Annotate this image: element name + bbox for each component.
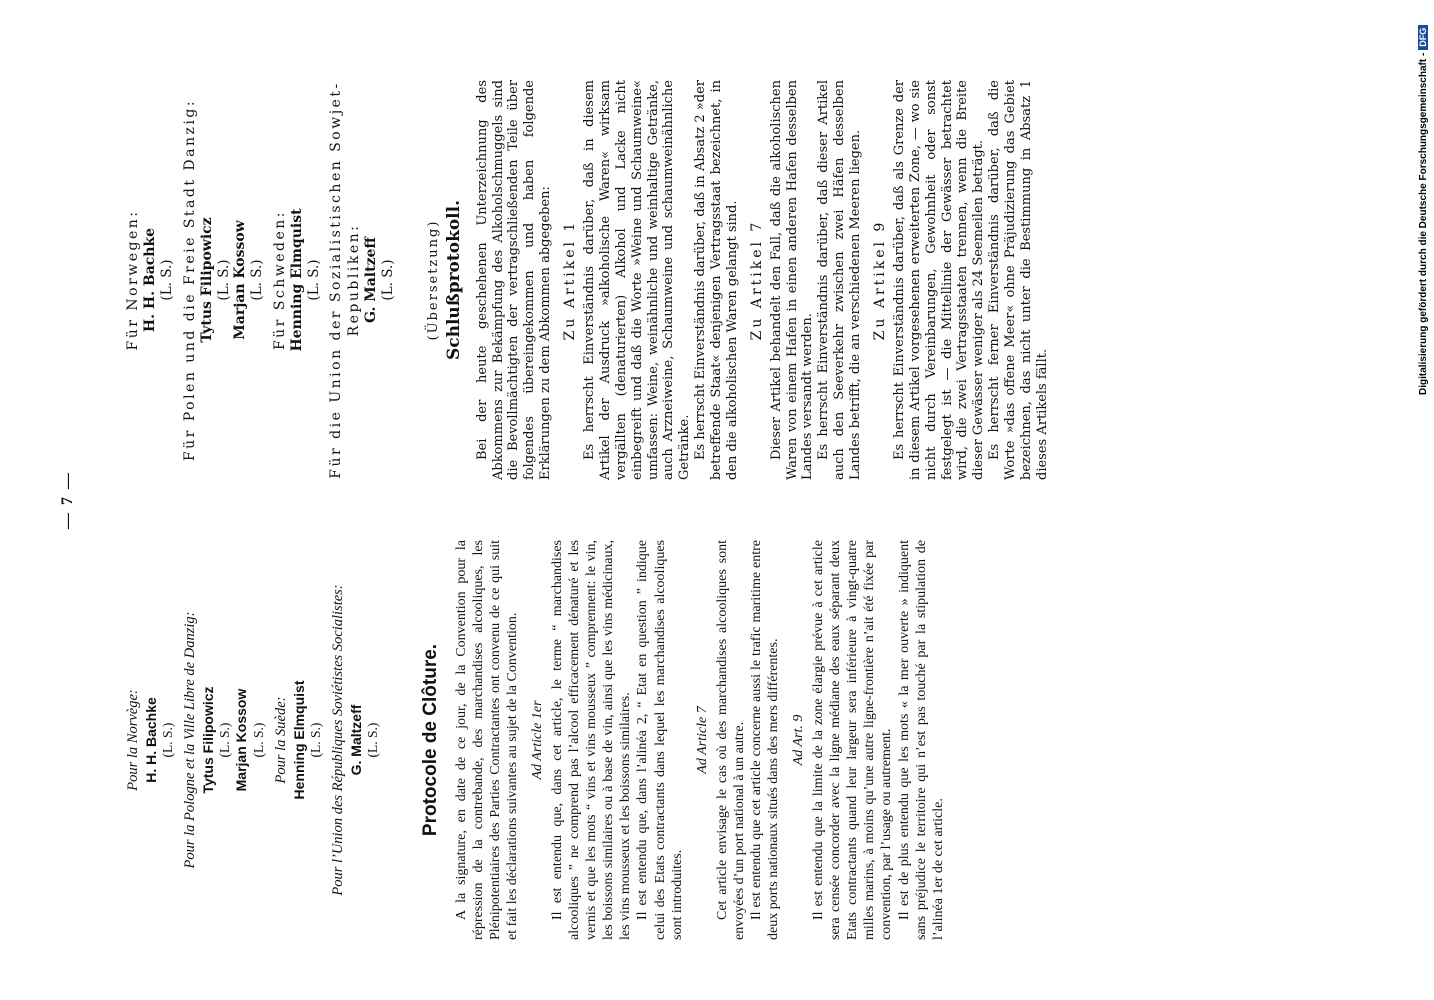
signatory-country: Pour la Pologne et la Ville Libre de Danzig: <box>182 611 199 869</box>
signatory-name: Henning Elmquist <box>290 680 307 800</box>
signature-block <box>182 540 267 940</box>
section-paragraph: Es herrscht Einverständnis darüber, daß als Grenze der in diesem Artikel vorgesehenen erweiterten Zone, — wo sie nicht durch Vereinbarungen, Gewohnheit oder sonst festgelegt ist — die Mittellinie der Gewässer betrachtet wird, die zwei Vertragsstaaten trennen, wenn die Breite dieser Gewässer weniger als 24 Seemeilen beträgt. <box>892 80 987 480</box>
signature-block <box>330 540 381 940</box>
signatory-name: Tytus Filipowicz <box>198 217 215 343</box>
section-heading: Ad Article 1er <box>529 700 545 780</box>
signatory-name: G. Maltzeff <box>362 237 379 323</box>
french-column <box>125 540 947 940</box>
section-heading: Zu Artikel 9 <box>871 219 888 341</box>
signatory-name: Henning Elmquist <box>288 208 305 352</box>
protocol-title: Protocole de Clôture. <box>420 643 442 837</box>
seal-mark: (L. S.) <box>307 722 323 758</box>
protocol-intro: Bei der heute geschehenen Unterzeichnung des Abkommens zur Bekämpfung des Alkoholschmuggels sind die Bevollmächtigten der vertragschließenden Teile über folgendes übereingekommen und haben folgende Erklärungen zu dem Abkommen abgegeben: <box>474 80 554 480</box>
seal-mark: (L. S.) <box>305 259 322 301</box>
signature-block <box>273 540 324 940</box>
section-paragraph: Il est entendu que, dans cet article, le terme “ marchandises alcooliques ” ne comprend pas l’alcool efficacement dénaturé et les vernis et que les mots “ vins et vins mousseux ” comprennent: le vin, les boissons similaires ou à base de vin, ainsi que les vins médicinaux, les vins mousseux et les boissons similaires. <box>550 540 634 940</box>
section-heading: Zu Artikel 7 <box>748 219 765 341</box>
seal-mark: (L. S.) <box>217 722 232 758</box>
seal-mark: (L. S.) <box>379 259 396 301</box>
seal-mark: (L. S.) <box>249 259 266 301</box>
section-paragraph: Dieser Artikel behandelt den Fall, daß die alkoholischen Waren von einem Hafen in einen anderen Hafen desselben Landes versandt werden. <box>768 80 816 480</box>
signatory-country: Pour l’Union des Républiques Soviétistes Socialistes: <box>330 584 347 896</box>
section-paragraph: Il est de plus entendu que les mots « la mer ouverte » indiquent sans préjudice le territoire qui n’est pas touché par la stipulation de l’alinéa 1er de cet article. <box>896 540 946 940</box>
signature-block <box>125 540 176 940</box>
seal-mark: (L. S.) <box>365 722 381 758</box>
section-paragraph: Es herrscht Einverständnis darüber, daß in Absatz 2 »der betreffende Staat« denjenigen Vertragsstaat bezeichnet, in den die alkoholischen Waren gelangt sind. <box>693 80 740 480</box>
section-paragraph: Es herrscht ferner Einverständnis darüber, daß die Worte »das offene Meer« ohne Präjudizierung das Gebiet bezeichnen, das nicht unter die Bestimmung in Absatz 1 dieses Artikels fällt. <box>987 80 1050 480</box>
signatory-name: Tytus Filipowicz <box>199 686 216 794</box>
signatory-country: Für Norwegen: <box>125 209 141 351</box>
section-heading: Zu Artikel 1 <box>562 219 579 341</box>
seal-mark: (L. S.) <box>159 722 175 758</box>
section-heading: Ad Article 7 <box>694 706 710 774</box>
signatory-name: H. H. Bachke <box>142 227 159 333</box>
seal-mark: (L. S.) <box>215 259 232 301</box>
signatory-country: Für Schweden: <box>271 209 288 351</box>
protocol-title-german: Schlußprotokoll. <box>443 199 464 361</box>
funding-note <box>1418 0 1434 395</box>
signature-block <box>182 80 266 480</box>
funding-note-text: Digitalisierung gefördert durch die Deutsche Forschungsgemeinschaft - <box>1418 52 1429 395</box>
seal-mark: (L. S.) <box>159 259 176 301</box>
signatory-country: Für Polen und die Freie Stadt Danzig: <box>181 98 198 462</box>
signature-block <box>328 80 396 480</box>
section-paragraph: Il est entendu que cet article concerne aussi le trafic maritime entre deux ports nationaux situés dans des mers différentes. <box>748 540 781 940</box>
dfg-logo: DFG <box>1418 25 1428 50</box>
section-paragraph: Cet article envisage le cas où des marchandises alcooliques sont envoyées d’un port national à un autre. <box>714 540 747 940</box>
signature-block <box>125 80 176 480</box>
protocol-intro: A la signature, en date de ce jour, de la Convention pour la répression de la contrebande, des marchandises alcooliques, les Plénipotentiaires des Parties Contractantes ont convenu de ce qui suit et fait les déclarations suivantes au sujet de la Convention. <box>453 540 520 940</box>
section-paragraph: Es herrscht Einverständnis darüber, daß in diesem Artikel der Ausdruck »alkoholische Waren« wirksam vergällten (denaturierten) Alkohol und Lacke nicht einbegreift und daß die Worte »Weine und Schaumweine« umfassen: Weine, weinähnliche und weinhaltige Getränke, auch Arzneiweine, Schaumweine und schaumweinähnliche Getränke. <box>582 80 693 480</box>
section-paragraph: Es herrscht Einverständnis darüber, daß dieser Artikel auch den Seeverkehr zwischen zwei Häfen desselben Landes betrifft, die an verschiedenen Meeren liegen. <box>816 80 864 480</box>
signatory-country: Pour la Suède: <box>273 696 290 784</box>
signatory-name: G. Maltzeff <box>347 704 364 776</box>
section-heading: Ad Art. 9 <box>791 714 807 766</box>
signatory-country: Für die Union der Sozialistischen Sowjet-Republiken: <box>328 81 362 479</box>
page-number: — 7 — <box>59 471 76 529</box>
section-paragraph: Il est entendu que, dans l’alinéa 2, “ Etat en question ” indique celui des Etats contractants dans lequel les marchandises alcooliques sont introduites. <box>635 540 685 940</box>
signatory-name: H. H. Bachke <box>142 697 159 783</box>
rotated-document-page <box>50 50 1434 950</box>
signature-block <box>272 80 323 480</box>
seal-mark: (L. S.) <box>250 722 266 758</box>
german-column <box>125 80 1051 480</box>
signatory-country: Pour la Norvège: <box>125 689 141 791</box>
translation-note: (Übersetzung) <box>426 219 442 341</box>
signatory-name: Marjan Kossow <box>232 220 249 340</box>
section-paragraph: Il est entendu que la limite de la zone élargie prévue à cet article sera censée concorder avec la ligne médiane des eaux séparant deux Etats contractants quand leur largeur sera inférieure à vingt-quatre milles marins, à moins qu’une autre ligne-frontière n’ait été fixée par convention, par l’usage ou autrement. <box>811 540 895 940</box>
signatory-name: Marjan Kossow <box>233 688 250 792</box>
